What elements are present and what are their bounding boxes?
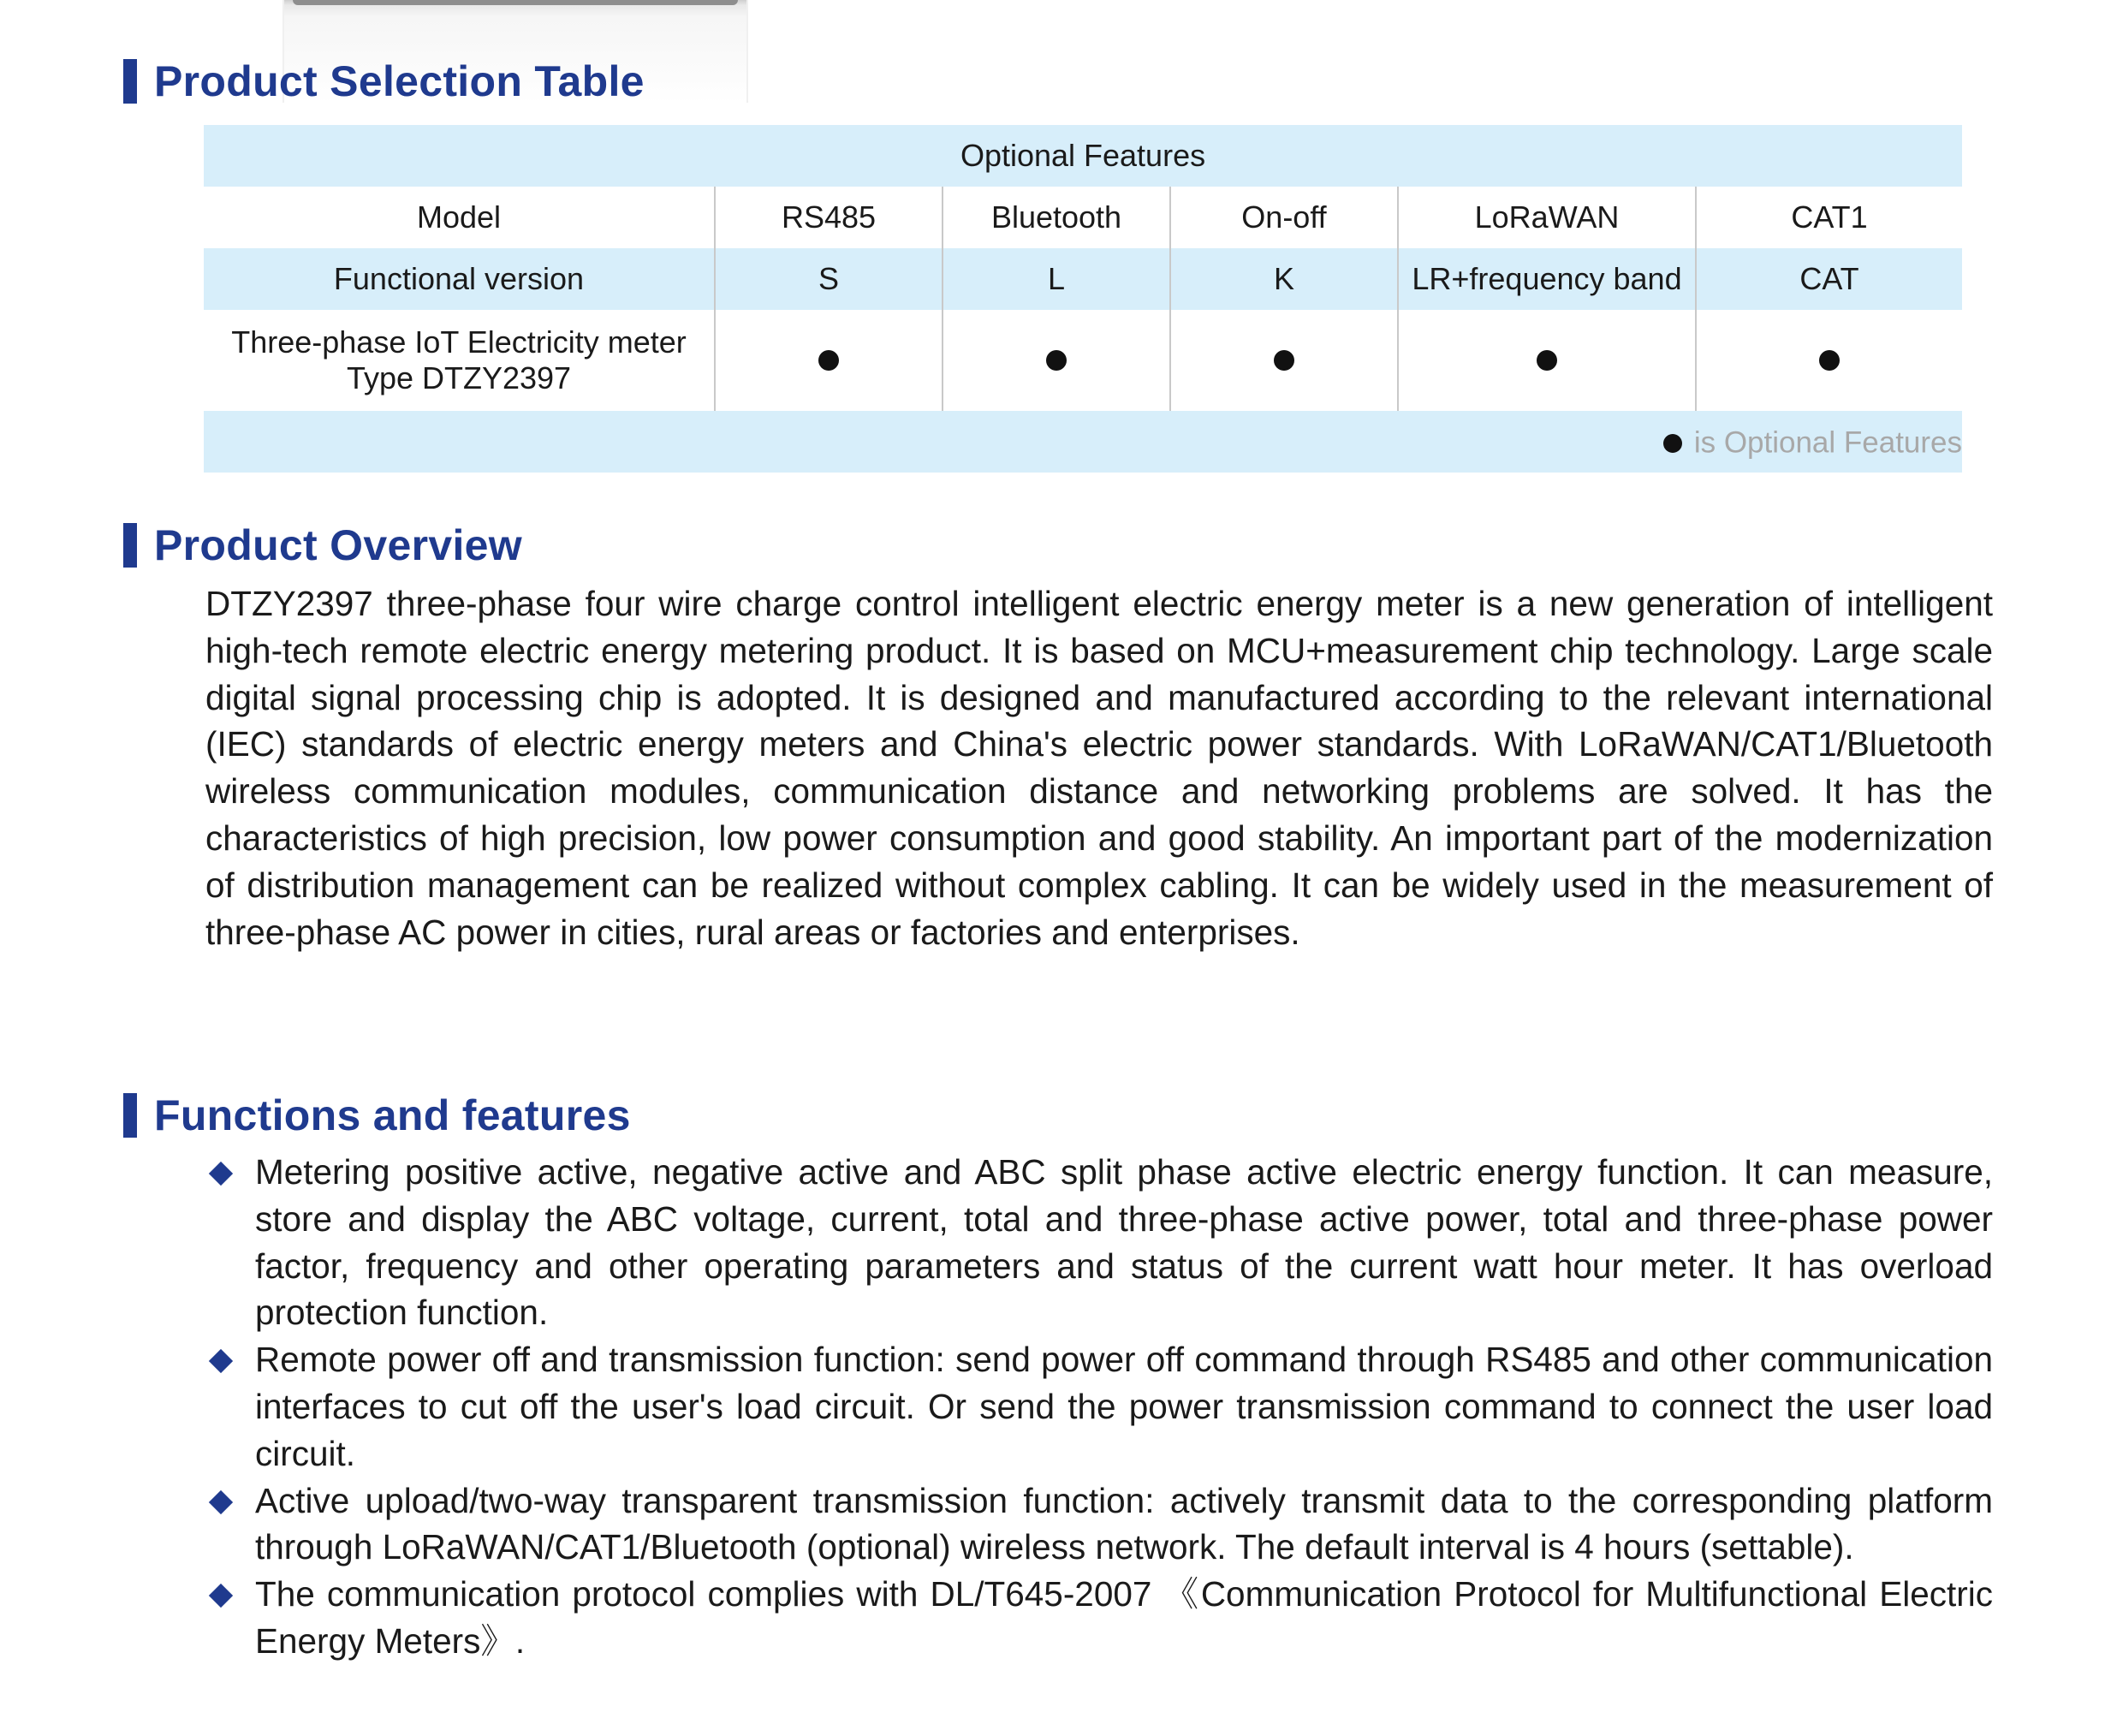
diamond-bullet-icon — [209, 1489, 233, 1513]
feature-cell — [1170, 310, 1398, 411]
optional-dot-icon — [1274, 350, 1294, 371]
table-legend-row — [204, 411, 1962, 473]
feature-text: Active upload/two-way transparent transmission function: actively transmit data to the corresponding platform through LoRaWAN/CAT1/Bluetooth (optional) wireless network. The default interval is 4 hours (settable). — [255, 1480, 1993, 1567]
column-on-off: On-off — [1170, 187, 1398, 248]
selection-section-heading — [123, 56, 645, 106]
column-cat1: CAT1 — [1696, 187, 1962, 248]
feature-text: Metering positive active, negative active and ABC split phase active electric energy function. It can measure, store and display the ABC voltage, current, total and three-phase active power, total and three-phase power factor, frequency and other operating parameters and status of the current watt hour meter. It has overload protection function. — [255, 1152, 1993, 1333]
feature-item — [205, 1336, 1993, 1477]
optional-dot-icon — [818, 350, 839, 371]
version-cell: LR+frequency band — [1398, 248, 1696, 310]
legend-dot-icon — [1663, 434, 1682, 453]
feature-item — [205, 1149, 1993, 1336]
optional-dot-icon — [1046, 350, 1067, 371]
features-list — [205, 1149, 1993, 1665]
overview-section-heading — [123, 520, 522, 570]
product-photo-frame — [293, 0, 738, 5]
feature-cell — [1696, 310, 1962, 411]
version-cell: K — [1170, 248, 1398, 310]
feature-cell — [1398, 310, 1696, 411]
legend-text: is Optional Features — [1693, 425, 1963, 460]
overview-section-title: Product Overview — [154, 521, 522, 569]
functions-section-title: Functions and features — [154, 1091, 631, 1139]
feature-item — [205, 1477, 1993, 1572]
diamond-bullet-icon — [209, 1162, 233, 1186]
version-cell: L — [943, 248, 1170, 310]
heading-marker — [123, 1093, 137, 1138]
diamond-bullet-icon — [209, 1349, 233, 1373]
table-model-row — [204, 187, 1962, 248]
optional-features-header: Optional Features — [204, 125, 1962, 187]
overview-paragraph: DTZY2397 three-phase four wire charge control intelligent electric energy meter is a new generation of intelligent high-tech remote electric energy metering product. It is based on MCU+measurement chip technology. Large scale digital signal processing chip is adopted. It is designed and manufactured according to the relevant international (IEC) standards of electric energy meters and China's electric power standards. With LoRaWAN/CAT1/Bluetooth wireless communication modules, communication distance and networking problems are solved. It has the characteristics of high precision, low power consumption and good stability. An important part of the modernization of distribution management can be realized without complex cabling. It can be widely used in the measurement of three-phase AC power in cities, rural areas or factories and enterprises. — [205, 584, 1993, 952]
model-label: Model — [416, 199, 502, 235]
diamond-bullet-icon — [209, 1584, 233, 1608]
optional-dot-icon — [1537, 350, 1557, 371]
product-name-line2: Type DTZY2397 — [346, 360, 572, 395]
product-name-cell — [204, 310, 715, 411]
product-selection-table — [204, 125, 1962, 473]
selection-section-title: Product Selection Table — [154, 57, 645, 105]
column-lorawan: LoRaWAN — [1398, 187, 1696, 248]
optional-dot-icon — [1819, 350, 1840, 371]
functional-version-label: Functional version — [204, 248, 715, 310]
feature-text: Remote power off and transmission function: send power off command through RS485 and other communication interfaces to cut off the user's load circuit. Or send the power transmission command to connect the user load circuit. — [255, 1340, 1993, 1473]
table-version-row — [204, 248, 1962, 310]
table-header-row — [204, 125, 1962, 187]
version-cell: CAT — [1696, 248, 1962, 310]
feature-item — [205, 1571, 1993, 1665]
column-bluetooth: Bluetooth — [943, 187, 1170, 248]
table-product-row — [204, 310, 1962, 411]
product-name-line1: Three-phase IoT Electricity meter — [231, 324, 687, 360]
version-cell: S — [715, 248, 943, 310]
feature-cell — [715, 310, 943, 411]
feature-text: The communication protocol complies with DL/T645-2007 《Communication Protocol for Multifunctional Electric Energy Meters》. — [255, 1574, 1993, 1661]
heading-marker — [123, 523, 137, 568]
heading-marker — [123, 59, 137, 104]
column-rs485: RS485 — [715, 187, 943, 248]
functions-section-heading — [123, 1091, 631, 1140]
feature-cell — [943, 310, 1170, 411]
table-legend — [204, 411, 1962, 473]
